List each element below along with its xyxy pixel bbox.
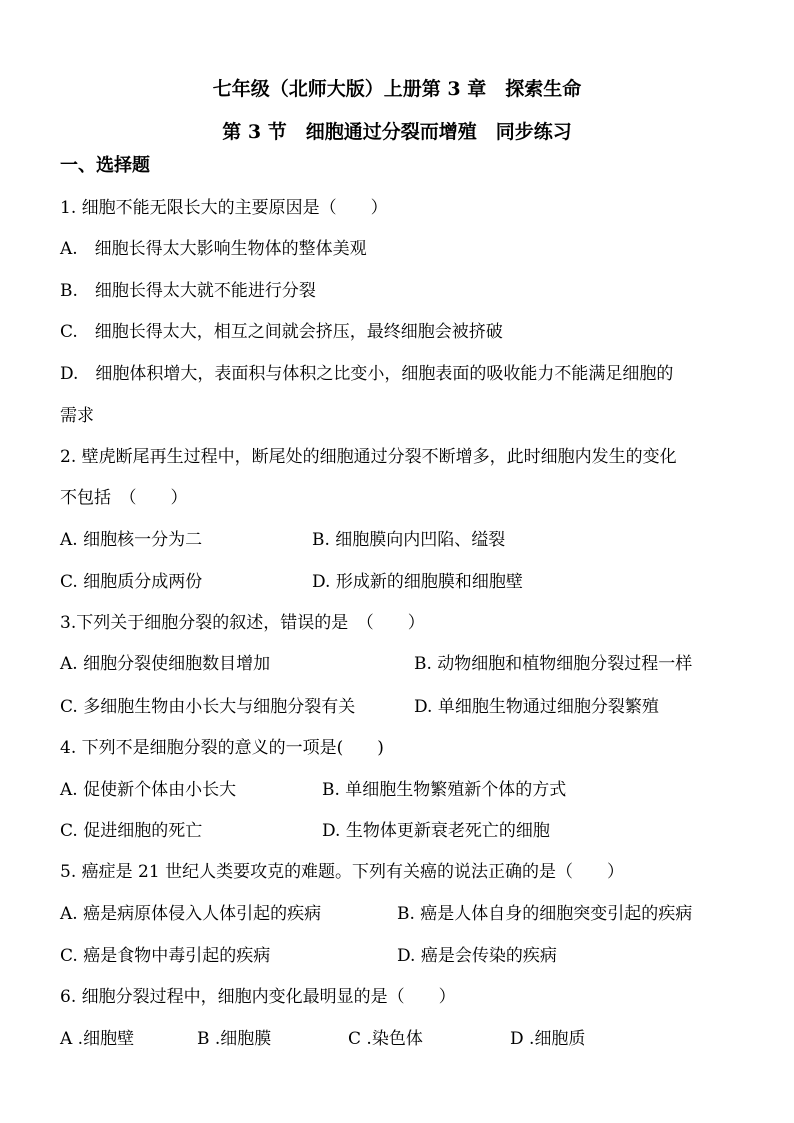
question-5-stem: 5. 癌症是 21 世纪人类要攻克的难题。下列有关癌的说法正确的是（ ） bbox=[60, 862, 625, 882]
document-title: 七年级（北师大版）上册第 3 章 探索生命 bbox=[212, 78, 582, 100]
question-2-option-c: C. 细胞质分成两份 bbox=[60, 572, 203, 592]
document-subtitle: 第 3 节 细胞通过分裂而增殖 同步练习 bbox=[222, 121, 572, 143]
question-1-option-c: C. 细胞长得太大，相互之间就会挤压，最终细胞会被挤破 bbox=[60, 322, 503, 342]
section-heading: 一、选择题 bbox=[60, 155, 150, 176]
question-4-option-a: A. 促使新个体由小长大 bbox=[60, 780, 237, 800]
question-4-stem: 4. 下列不是细胞分裂的意义的一项是( ) bbox=[60, 738, 384, 758]
question-3-option-b: B. 动物细胞和植物细胞分裂过程一样 bbox=[414, 654, 693, 674]
question-4-option-b: B. 单细胞生物繁殖新个体的方式 bbox=[322, 780, 567, 800]
question-2-option-b: B. 细胞膜向内凹陷、缢裂 bbox=[312, 530, 506, 550]
question-3-option-a: A. 细胞分裂使细胞数目增加 bbox=[60, 654, 271, 674]
question-2-stem-cont: 不包括 （ ） bbox=[60, 488, 188, 508]
question-5-option-b: B. 癌是人体自身的细胞突变引起的疾病 bbox=[397, 904, 693, 924]
question-3-stem: 3.下列关于细胞分裂的叙述，错误的是 （ ） bbox=[60, 613, 425, 633]
question-4-option-c: C. 促进细胞的死亡 bbox=[60, 821, 203, 841]
question-2-option-a: A. 细胞核一分为二 bbox=[60, 530, 203, 550]
question-3-option-d: D. 单细胞生物通过细胞分裂繁殖 bbox=[414, 697, 659, 717]
question-2-option-d: D. 形成新的细胞膜和细胞壁 bbox=[312, 572, 523, 592]
question-4-option-d: D. 生物体更新衰老死亡的细胞 bbox=[322, 821, 550, 841]
question-1-option-d-cont: 需求 bbox=[60, 406, 94, 426]
question-2-stem: 2. 壁虎断尾再生过程中，断尾处的细胞通过分裂不断增多，此时细胞内发生的变化 bbox=[60, 447, 677, 467]
question-5-option-c: C. 癌是食物中毒引起的疾病 bbox=[60, 946, 271, 966]
question-1-option-a: A. 细胞长得太大影响生物体的整体美观 bbox=[60, 239, 367, 259]
question-3-option-c: C. 多细胞生物由小长大与细胞分裂有关 bbox=[60, 697, 356, 717]
question-5-option-d: D. 癌是会传染的疾病 bbox=[397, 946, 557, 966]
question-1-option-b: B. 细胞长得太大就不能进行分裂 bbox=[60, 281, 316, 301]
question-6-option-b: B .细胞膜 bbox=[197, 1029, 272, 1049]
question-6-option-c: C .染色体 bbox=[348, 1029, 423, 1049]
question-6-option-d: D .细胞质 bbox=[510, 1029, 586, 1049]
question-6-option-a: A .细胞壁 bbox=[60, 1029, 135, 1049]
question-6-stem: 6. 细胞分裂过程中，细胞内变化最明显的是（ ） bbox=[60, 987, 456, 1007]
question-1-option-d: D. 细胞体积增大，表面积与体积之比变小，细胞表面的吸收能力不能满足细胞的 bbox=[60, 364, 674, 384]
question-1-stem: 1. 细胞不能无限长大的主要原因是（ ） bbox=[60, 198, 388, 218]
question-5-option-a: A. 癌是病原体侵入人体引起的疾病 bbox=[60, 904, 322, 924]
